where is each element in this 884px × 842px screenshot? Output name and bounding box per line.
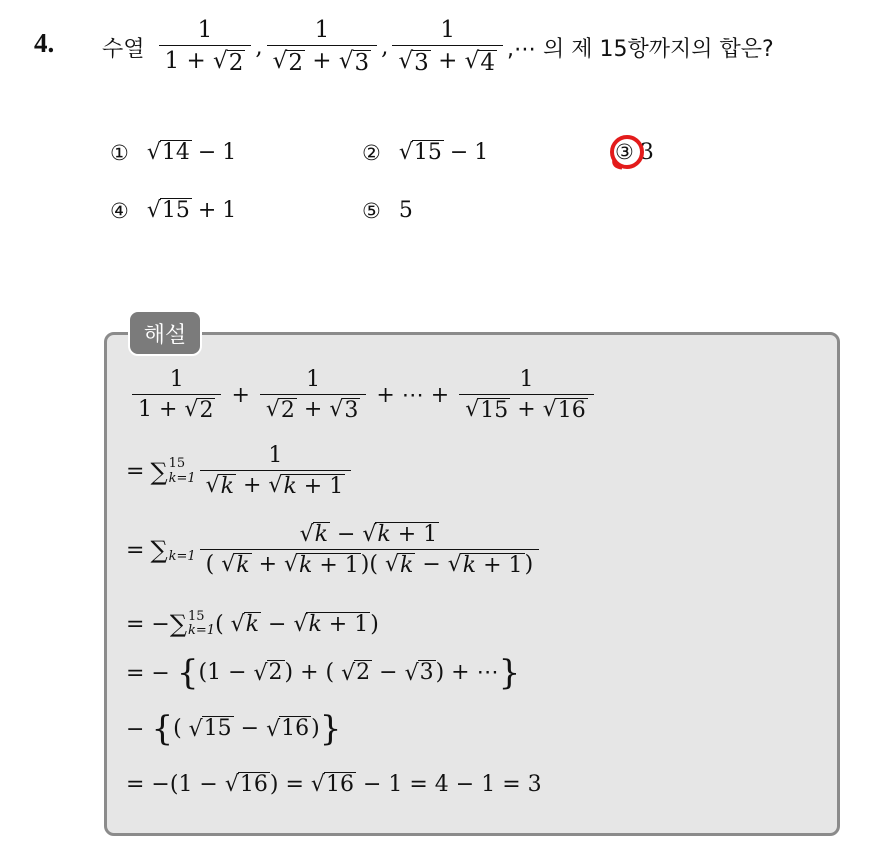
- question-text: 수열 1 1 + √ 2 , 1 √ 2 + √ 3 , 1 √ 3 + √ 4 ,⋯ 의 제 15항까지의 합은?: [102, 17, 774, 76]
- choice-2[interactable]: ② √ 15 − 1: [362, 140, 489, 166]
- term-3: 1 √ 3 + √ 4: [392, 18, 503, 76]
- solution-step-7: = −(1 − √ 16 ) = √ 16 − 1 = 4 − 1 = 3: [126, 772, 542, 798]
- solution-step-3: = ∑ k=1 √ k − √ k + 1 ( √ k + √ k + 1 )( √ k − √ k + 1 ): [126, 522, 543, 579]
- selected-answer-marker: ③: [615, 140, 640, 165]
- choice-4[interactable]: ④ √ 15 + 1: [110, 198, 237, 224]
- term-2: 1 √ 2 + √ 3: [267, 18, 378, 76]
- solution-step-5: = − { (1 − √ 2 ) + ( √ 2 − √ 3 ) + ⋯ }: [126, 653, 521, 693]
- solution-step-6: − { ( √ 15 − √ 16 ) }: [126, 709, 342, 749]
- choice-5[interactable]: ⑤ 5: [362, 198, 413, 223]
- choice-1[interactable]: ① √ 14 − 1: [110, 140, 237, 166]
- term-1: 1 1 + √ 2: [159, 18, 252, 76]
- solution-step-2: = ∑ 15 k=1 1 √ k + √ k + 1: [126, 444, 355, 500]
- solution-step-4: = − ∑ 15 k=1 ( √ k − √ k + 1 ): [126, 609, 379, 639]
- question-number: 4.: [34, 28, 55, 58]
- solution-label: 해설: [128, 310, 202, 356]
- solution-step-1: 1 1 + √ 2 + 1 √ 2 + √ 3 + ⋯ + 1 √ 15 + √ 16: [128, 368, 598, 424]
- choice-3[interactable]: ③ 3: [615, 140, 654, 165]
- question-prefix: 수열: [102, 36, 145, 62]
- question-suffix: ,⋯ 의 제 15항까지의 합은?: [506, 36, 774, 62]
- red-circle-icon: [608, 133, 646, 171]
